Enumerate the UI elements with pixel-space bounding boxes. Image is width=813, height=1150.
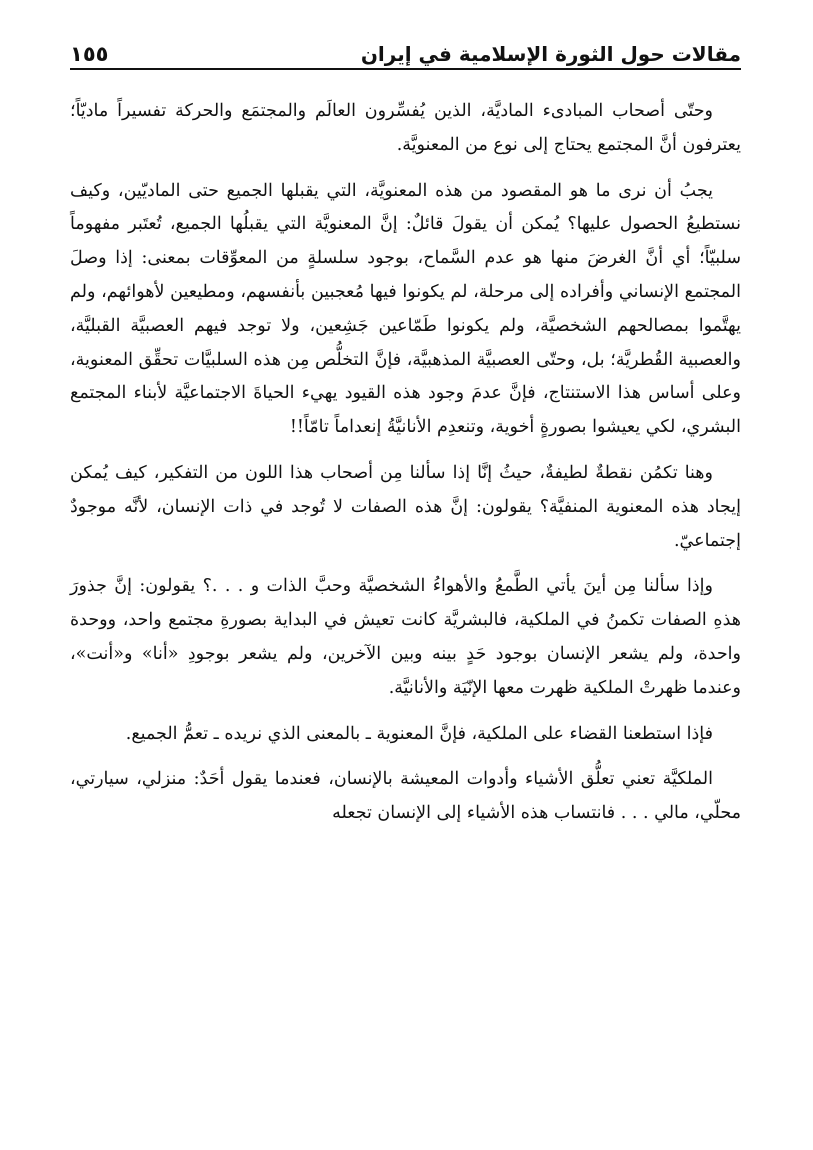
running-title: مقالات حول الثورة الإسلامية في إيران [360,42,741,66]
page-number: ١٥٥ [70,42,109,66]
page-body [70,95,741,843]
paragraph: الملكيَّة تعني تعلُّق الأشياء وأدوات المعيشة بالإنسان، فعندما يقول أحَدٌ: منزلي، سيارتي، محلّي، مالي . . . فانتساب هذه الأشياء إلى الإنسان تجعله [70,769,741,824]
paragraph: وحتّى أصحاب المبادىء الماديَّة، الذين يُفسِّرون العالَم والمجتمَع والحركة تفسيراً ماديّاً؛ يعترفون أنَّ المجتمع يحتاج إلى نوع من المعنويَّة. [70,101,741,155]
paragraph: يجبُ أن نرى ما هو المقصود من هذه المعنويَّة، التي يقبلها الجميع حتى الماديّين، وكيف نستطيعُ الحصول عليها؟ يُمكن أن يقولَ قائلٌ: إنَّ المعنويَّة التي يقبلُها الجميع، تُعتَبر مفهوماً سلبيّاً؛ أي أنَّ الغرضَ منها هو عدم السَّماح، بوجود سلسلةٍ من المعوِّقات بمعنى: إذا وصلَ المجتمع الإنساني وأفراده إلى مرحلة، لم يكونوا فيها مُعجبين بأنفسهم، ومطيعين لأهوائهم، ولم يهتَّموا بمصالحهم الشخصيَّة، ولم يكونوا طَمّاعين جَشِعين، ولا توجد فيهم العصبيَّة القبليَّة، والعصبية القُطريَّة؛ بل، وحتّى العصبيَّة المذهبيَّة، فإنَّ التخلُّص مِن هذه السلبيَّات تحقِّق المعنوية، وعلى أساس هذا الاستنتاج، فإنَّ عدمَ وجود هذه القيود يهيء الحياةَ الاجتماعيَّة لأبناء المجتمع البشري، لكي يعيشوا بصورةٍ أخوية، وتنعدِم الأنانيَّةُ إنعداماً تامّاً!! [70,180,741,438]
paragraph: وإذا سألنا مِن أينَ يأتي الطَّمعُ والأهواءُ الشخصيَّة وحبَّ الذات و . . .؟ يقولون: إنَّ جذورَ هذهِ الصفات تكمنُ في الملكية، فالبشريَّة كانت تعيش في البداية بصورةِ مجتمع واحد، ووحدة واحدة، ولم يشعر الإنسان بوجود حَدٍ بينه وبين الآخرين، ولم يشعر بوجودِ «أنا» و«أنت»، وعندما ظهرتْ الملكية ظهرت معها الإنّيَة والأنانيَّة. [70,576,741,698]
paragraph: فإذا استطعنا القضاء على الملكية، فإنَّ المعنوية ـ بالمعنى الذي نريده ـ تعمُّ الجميع. [125,723,713,744]
paragraph: وهنا تكمُن نقطةٌ لطيفةٌ، حيثُ إنَّا إذا سألنا مِن أصحاب هذا اللون من التفكير، كيف يُمكن إيجاد هذه المعنوية المنفيَّة؟ يقولون: إنَّ هذه الصفات لا تُوجد في ذات الإنسان، لأنَّه موجودٌ إجتماعيّ. [70,462,741,551]
page-header [70,30,741,70]
